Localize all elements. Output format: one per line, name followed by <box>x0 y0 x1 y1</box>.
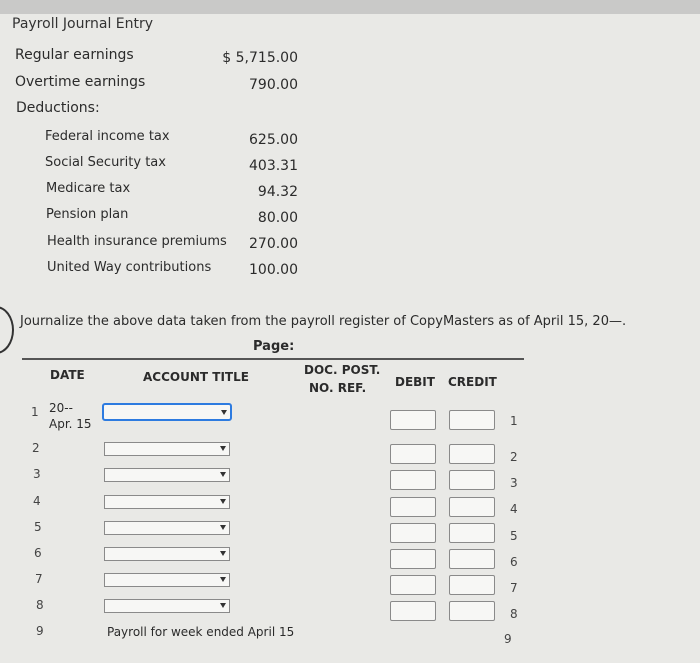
credit-input-row-4[interactable] <box>449 497 495 517</box>
credit-input-row-5[interactable] <box>449 523 495 543</box>
no-ref-header: NO. REF. <box>309 381 367 395</box>
page-label: Page: <box>253 339 295 354</box>
row-number: 7 <box>35 572 43 586</box>
credit-input-row-6[interactable] <box>449 549 495 569</box>
deduction-label: United Way contributions <box>47 260 212 275</box>
row-number: 2 <box>32 441 40 455</box>
row-number: 3 <box>33 467 41 481</box>
deduction-label: Social Security tax <box>45 155 166 170</box>
deduction-value: 403.31 <box>249 158 298 174</box>
deduction-label: Health insurance premiums <box>47 234 227 249</box>
account-select-row-2[interactable] <box>104 442 230 456</box>
row-number-right: 2 <box>510 450 518 464</box>
deduction-label: Pension plan <box>46 207 129 222</box>
deduction-value: 100.00 <box>249 262 298 278</box>
credit-input-row-8[interactable] <box>449 601 495 621</box>
debit-input-row-1[interactable] <box>390 410 436 430</box>
deduction-label: Federal income tax <box>45 129 170 144</box>
account-select-row-1[interactable] <box>102 403 232 421</box>
date-header: DATE <box>50 368 85 382</box>
credit-header: CREDIT <box>448 375 497 389</box>
deduction-value: 270.00 <box>249 236 298 252</box>
date-month-day: Apr. 15 <box>49 417 92 431</box>
deduction-label: Medicare tax <box>46 181 131 196</box>
regular-earnings-value: $ 5,715.00 <box>222 50 298 66</box>
account-select-row-4[interactable] <box>104 495 230 509</box>
header-rule <box>22 358 524 360</box>
account-select-row-5[interactable] <box>104 521 230 535</box>
credit-input-row-2[interactable] <box>449 444 495 464</box>
overtime-earnings-label: Overtime earnings <box>15 74 146 90</box>
footer-memo: Payroll for week ended April 15 <box>107 625 295 639</box>
regular-earnings-label: Regular earnings <box>15 47 134 63</box>
row-number: 4 <box>33 494 41 508</box>
row-number-right: 4 <box>510 502 518 516</box>
date-year: 20-- <box>49 401 73 415</box>
row-number-right: 3 <box>510 476 518 490</box>
instructions: Journalize the above data taken from the payroll register of CopyMasters as of April 15, 20—. <box>20 314 627 329</box>
row-number-right: 6 <box>510 555 518 569</box>
doc-post-header: DOC. POST. <box>304 363 381 377</box>
row-number-right: 5 <box>510 529 518 543</box>
debit-input-row-7[interactable] <box>390 575 436 595</box>
page-title: Payroll Journal Entry <box>12 16 154 32</box>
row-number: 6 <box>34 546 42 560</box>
row-number-right: 9 <box>504 632 512 646</box>
row-number-right: 7 <box>510 581 518 595</box>
debit-header: DEBIT <box>395 375 435 389</box>
debit-input-row-4[interactable] <box>390 497 436 517</box>
credit-input-row-3[interactable] <box>449 470 495 490</box>
chevron-down-icon <box>221 410 227 415</box>
chevron-down-icon <box>220 551 226 556</box>
chevron-down-icon <box>220 499 226 504</box>
row-number-right: 8 <box>510 607 518 621</box>
row-number: 5 <box>34 520 42 534</box>
deduction-value: 94.32 <box>257 184 298 200</box>
debit-input-row-2[interactable] <box>390 444 436 464</box>
overtime-earnings-value: 790.00 <box>249 77 298 93</box>
chevron-down-icon <box>220 577 226 582</box>
deductions-label: Deductions: <box>16 100 100 116</box>
account-select-row-7[interactable] <box>104 573 230 587</box>
account-select-row-8[interactable] <box>104 599 230 613</box>
deduction-value: 80.00 <box>257 210 298 226</box>
chevron-down-icon <box>220 446 226 451</box>
deduction-value: 625.00 <box>249 132 298 148</box>
credit-input-row-7[interactable] <box>449 575 495 595</box>
chevron-down-icon <box>220 472 226 477</box>
circle-marker <box>0 306 14 354</box>
debit-input-row-3[interactable] <box>390 470 436 490</box>
debit-input-row-5[interactable] <box>390 523 436 543</box>
row-number: 8 <box>36 598 44 612</box>
row-number-right: 1 <box>510 414 518 428</box>
row-number: 1 <box>31 405 39 419</box>
debit-input-row-8[interactable] <box>390 601 436 621</box>
credit-input-row-1[interactable] <box>449 410 495 430</box>
chevron-down-icon <box>220 525 226 530</box>
account-select-row-6[interactable] <box>104 547 230 561</box>
row-number: 9 <box>36 624 44 638</box>
account-select-row-3[interactable] <box>104 468 230 482</box>
chevron-down-icon <box>220 603 226 608</box>
top-bar <box>0 0 700 14</box>
account-title-header: ACCOUNT TITLE <box>143 370 249 384</box>
debit-input-row-6[interactable] <box>390 549 436 569</box>
